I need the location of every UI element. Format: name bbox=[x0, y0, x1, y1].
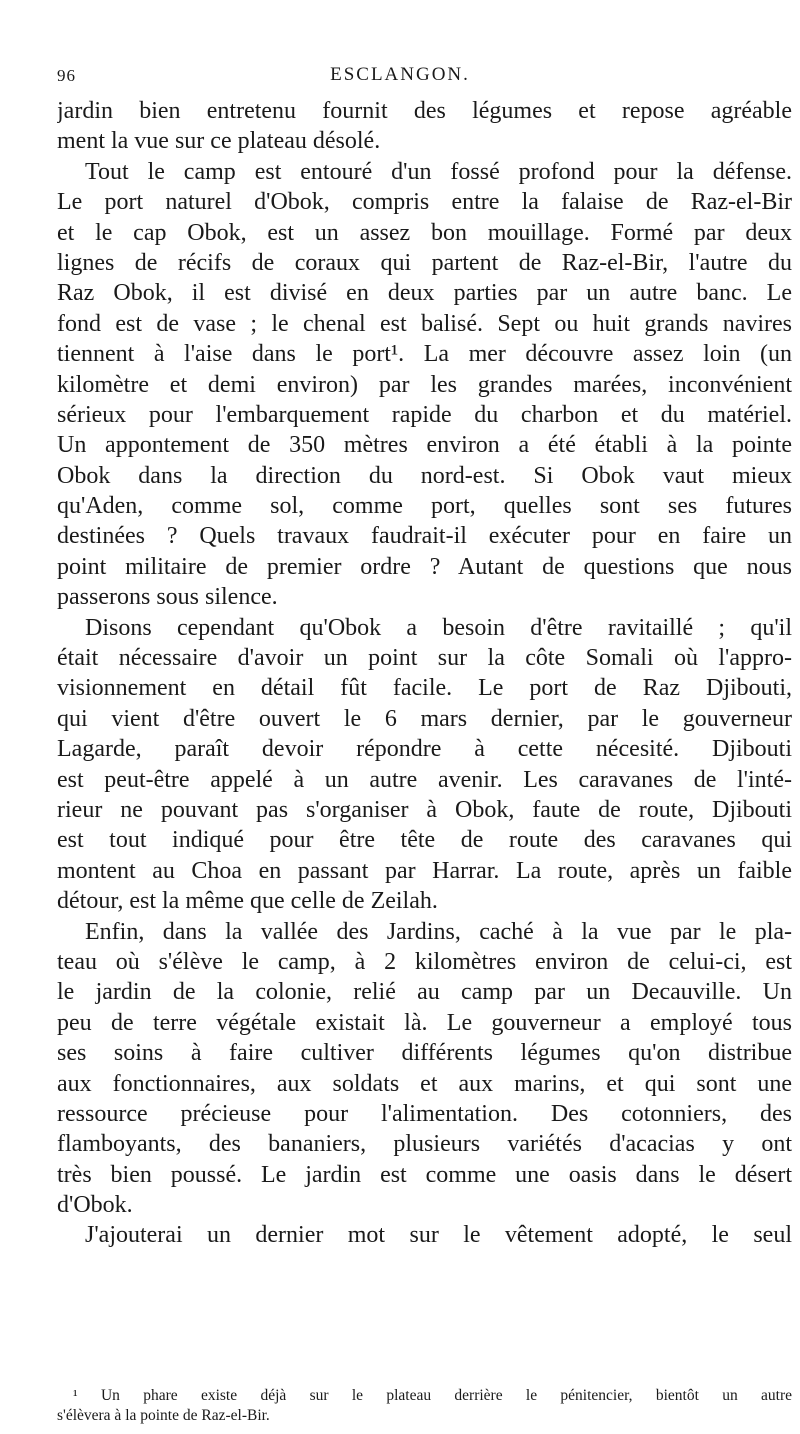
text-line: sérieux pour l'embarquement rapide du charbon et du matériel. bbox=[57, 401, 792, 428]
text-line: aux fonctionnaires, aux soldats et aux marins, et qui sont une bbox=[57, 1070, 792, 1097]
running-title: ESCLANGON. bbox=[330, 64, 470, 85]
footnote-line: ¹ Un phare existe déjà sur le plateau derrière le pénitencier, bientôt un autre bbox=[73, 1387, 792, 1404]
footnotes bbox=[57, 1386, 792, 1426]
text-line: rieur ne pouvant pas s'organiser à Obok, faute de route, Djibouti bbox=[57, 796, 792, 823]
page-number: 96 bbox=[57, 66, 76, 85]
text-line: est tout indiqué pour être tête de route des caravanes qui bbox=[57, 827, 792, 854]
text-line: teau où s'élève le camp, à 2 kilomètres environ de celui-ci, est bbox=[57, 948, 792, 975]
text-line: jardin bien entretenu fournit des légumes et repose agréable bbox=[57, 98, 792, 124]
text-line: tiennent à l'aise dans le port¹. La mer découvre assez loin (un bbox=[57, 341, 792, 368]
text-line: flamboyants, des bananiers, plusieurs variétés d'acacias y ont bbox=[57, 1131, 792, 1158]
text-line: très bien poussé. Le jardin est comme une oasis dans le désert bbox=[57, 1161, 792, 1188]
text-line: montent au Choa en passant par Harrar. La route, après un faible bbox=[57, 857, 792, 884]
text-line: et le cap Obok, est un assez bon mouillage. Formé par deux bbox=[57, 219, 792, 246]
text-line: visionnement en détail fût facile. Le port de Raz Djibouti, bbox=[57, 675, 792, 702]
text-line: ment la vue sur ce plateau désolé. bbox=[57, 128, 381, 155]
footnote-line: s'élèvera à la pointe de Raz-el-Bir. bbox=[57, 1407, 270, 1424]
text-line: passerons sous silence. bbox=[57, 584, 278, 611]
text-line: kilomètre et demi environ) par les grandes marées, inconvénient bbox=[57, 371, 792, 398]
text-line: Tout le camp est entouré d'un fossé profond pour la défense. bbox=[85, 158, 792, 185]
text-line: Le port naturel d'Obok, compris entre la falaise de Raz-el-Bir bbox=[57, 189, 792, 216]
text-line: destinées ? Quels travaux faudrait-il exécuter pour en faire un bbox=[57, 523, 792, 550]
text-line: d'Obok. bbox=[57, 1192, 133, 1219]
text-line: ressource précieuse pour l'alimentation. Des cotonniers, des bbox=[57, 1100, 792, 1127]
text-line: Disons cependant qu'Obok a besoin d'être ravitaillé ; qu'il bbox=[85, 614, 792, 641]
text-line: Un appontement de 350 mètres environ a été établi à la pointe bbox=[57, 432, 792, 459]
text-line: ses soins à faire cultiver différents légumes qu'on distribue bbox=[57, 1040, 792, 1067]
text-line: J'ajouterai un dernier mot sur le vêtement adopté, le seul bbox=[85, 1222, 792, 1249]
text-line: peu de terre végétale existait là. Le gouverneur a employé tous bbox=[57, 1009, 792, 1036]
text-line: était nécessaire d'avoir un point sur la côte Somali où l'appro- bbox=[57, 645, 792, 672]
text-line: point militaire de premier ordre ? Autant de questions que nous bbox=[57, 553, 792, 580]
text-line: fond est de vase ; le chenal est balisé. Sept ou huit grands navires bbox=[57, 310, 792, 337]
text-line: Enfin, dans la vallée des Jardins, caché à la vue par le pla- bbox=[85, 918, 792, 945]
text-line: Raz Obok, il est divisé en deux parties par un autre banc. Le bbox=[57, 280, 792, 307]
text-line: qui vient d'être ouvert le 6 mars dernier, par le gouverneur bbox=[57, 705, 792, 732]
text-line: le jardin de la colonie, relié au camp par un Decauville. Un bbox=[57, 979, 792, 1006]
text-line: Lagarde, paraît devoir répondre à cette nécesité. Djibouti bbox=[57, 736, 792, 763]
text-line: lignes de récifs de coraux qui partent de Raz-el-Bir, l'autre du bbox=[57, 249, 792, 276]
text-line: détour, est la même que celle de Zeilah. bbox=[57, 888, 438, 915]
text-line: qu'Aden, comme sol, comme port, quelles sont ses futures bbox=[57, 493, 792, 520]
text-line: est peut-être appelé à un autre avenir. Les caravanes de l'inté- bbox=[57, 766, 792, 793]
text-line: Obok dans la direction du nord-est. Si Obok vaut mieux bbox=[57, 462, 792, 489]
body-text bbox=[57, 96, 792, 1251]
